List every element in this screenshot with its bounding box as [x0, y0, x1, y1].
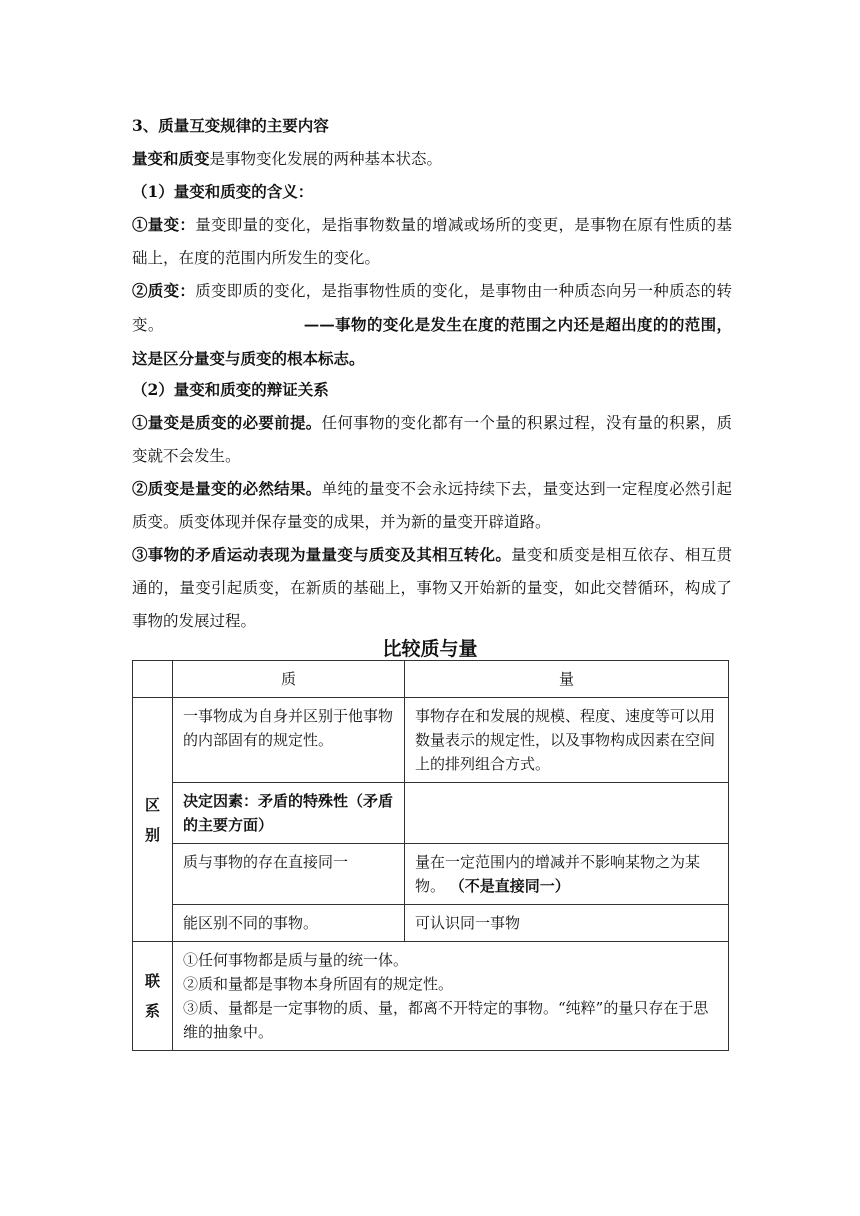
row1-quantity: 事物存在和发展的规模、程度、速度等可以用数量表示的规定性，以及事物构成因素在空间上的排列组合方式。 — [405, 698, 729, 783]
link-content — [173, 942, 729, 1051]
intro-bold: 量变和质变 — [132, 149, 210, 168]
relation-3-bold: ③事物的矛盾运动表现为量量变与质变及其相互转化。 — [132, 545, 512, 564]
row3-quality: 质与事物的存在直接同一 — [173, 844, 405, 905]
subheading-dialectic: （2）量变和质变的辩证关系 — [132, 380, 329, 399]
table-title: 比较质与量 — [382, 638, 478, 660]
relation-1 — [132, 406, 732, 473]
table-row — [133, 844, 729, 905]
relation-1-text: 任何事物的变化都有一个量的积累过程，没有量的积累，质变就不会发生。 — [132, 414, 732, 465]
header-quality: 质 — [173, 661, 405, 698]
header-quantity: 量 — [405, 661, 729, 698]
link-item: ①任何事物都是质与量的统一体。 — [183, 951, 409, 969]
table-row — [133, 698, 729, 783]
table-row — [133, 942, 729, 1051]
relation-1-bold: ①量变是质变的必要前提。 — [132, 413, 322, 432]
intro-text: 是事物变化发展的两种基本状态。 — [209, 150, 443, 168]
row1-quality: 一事物成为自身并区别于他事物的内部固有的规定性。 — [173, 698, 405, 783]
relation-2 — [132, 472, 732, 539]
definition-quantitative-change — [132, 208, 732, 275]
table-row — [133, 783, 729, 844]
relation-2-text: 单纯的量变不会永远持续下去，量变达到一定程度必然引起质变。质变体现并保存量变的成果，并为新的量变开辟道路。 — [132, 480, 732, 531]
subheading-meaning: （1）量变和质变的含义： — [132, 182, 314, 201]
row3-quantity-text: 量在一定范围内的增减并不影响某物之为某物。 — [415, 853, 701, 895]
row3-quantity — [405, 844, 729, 905]
table-row — [133, 905, 729, 942]
relation-3-text: 量变和质变是相互依存、相互贯通的，量变引起质变，在新质的基础上，事物又开始新的量变，如此交替循环，构成了事物的发展过程。 — [132, 546, 732, 630]
def-quantity-label: ①量变： — [132, 215, 196, 234]
relation-3 — [132, 538, 732, 638]
row2-quantity — [405, 783, 729, 844]
link-item: ②质和量都是事物本身所固有的规定性。 — [183, 975, 454, 993]
relation-2-bold: ②质变是量变的必然结果。 — [132, 479, 322, 498]
comparison-table — [132, 660, 729, 1051]
row4-quality: 能区别不同的事物。 — [173, 905, 405, 942]
def-quality-text: 质变即质的变化，是指事物性质的变化，是事物由一种质态向另一种质态的转变。 — [132, 282, 732, 334]
row2-quality: 决定因素：矛盾的特殊性（矛盾的主要方面） — [173, 783, 405, 844]
intro-paragraph — [132, 142, 732, 176]
def-quality-label: ②质变： — [132, 281, 196, 300]
link-label: 联 系 — [133, 942, 173, 1051]
row4-quantity: 可认识同一事物 — [405, 905, 729, 942]
row3-quantity-bold: （不是直接同一） — [449, 877, 570, 895]
section-heading: 3、质量互变规律的主要内容 — [132, 116, 329, 135]
link-item: ③质、量都是一定事物的质、量，都离不开特定的事物。“纯粹”的量只存在于思维的抽象中。 — [183, 999, 709, 1041]
table-header-row — [133, 661, 729, 698]
difference-label: 区 别 — [133, 698, 173, 942]
def-quality-note: ——事物的变化是发生在度的范围之内还是超出度的的范围，这是区分量变与质变的根本标志。 — [132, 315, 732, 368]
definition-qualitative-change — [132, 274, 732, 376]
header-empty-cell — [133, 661, 173, 698]
def-quantity-text: 量变即量的变化，是指事物数量的增减或场所的变更，是事物在原有性质的基础上，在度的范围内所发生的变化。 — [132, 216, 732, 267]
